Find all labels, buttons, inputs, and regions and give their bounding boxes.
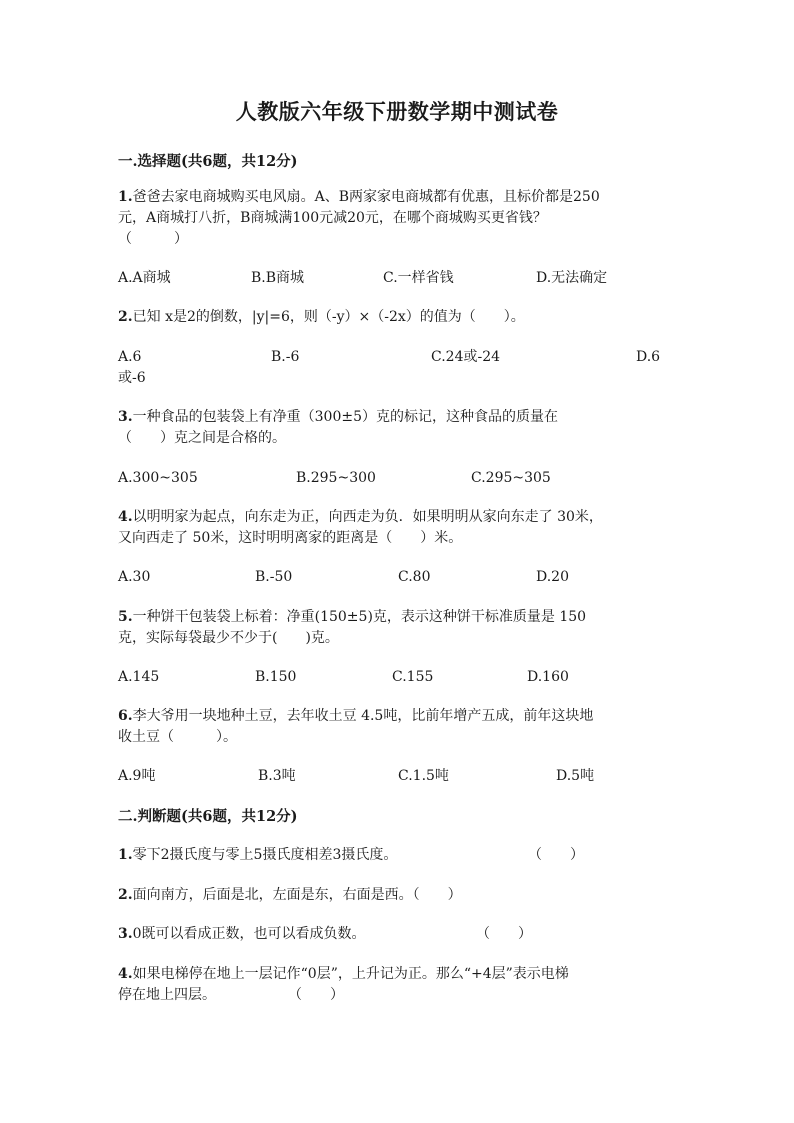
question-1-line-3: （ ）	[118, 231, 188, 247]
question-4-option-c: C.80	[398, 569, 431, 585]
question-1-option-a: A.A商城	[118, 270, 171, 286]
question-5-option-d: D.160	[527, 669, 569, 685]
question-3-line-2: （ ）克之间是合格的。	[118, 430, 286, 446]
question-5-option-c: C.155	[392, 669, 434, 685]
question-4-line-1: 4.以明明家为起点，向东走为正，向西走为负．如果明明从家向东走了 30米，	[118, 509, 603, 525]
section-heading-judgement: 二.判断题(共6题，共12分)	[118, 808, 298, 825]
question-2-option-a: A.6	[118, 349, 142, 365]
judgement-2: 2.面向南方，后面是北，左面是东，右面是西。（ ）	[118, 887, 462, 903]
question-1-line-1: 1.爸爸去家电商城购买电风扇。A、B两家家电商城都有优惠，且标价都是250	[118, 189, 600, 205]
judgement-4-line-2: 停在地上四层。	[118, 987, 216, 1003]
question-6-option-c: C.1.5吨	[398, 768, 449, 784]
question-5-line-1: 5.一种饼干包装袋上标着：净重(150±5)克，表示这种饼干标准质量是 150	[118, 609, 587, 625]
judgement-3: 3.0既可以看成正数，也可以看成负数。	[118, 926, 366, 942]
question-2-option-b: B.-6	[271, 349, 300, 365]
judgement-4-line-1: 4.如果电梯停在地上一层记作“0层”，上升记为正。那么“+4层”表示电梯	[118, 966, 569, 982]
question-5-line-2: 克，实际每袋最少不少于( )克。	[118, 630, 339, 646]
page-title: 人教版六年级下册数学期中测试卷	[235, 99, 559, 124]
question-3-line-1: 3.一种食品的包装袋上有净重（300±5）克的标记，这种食品的质量在	[118, 409, 558, 425]
judgement-3-answer-paren: （ ）	[476, 926, 532, 942]
judgement-1-answer-paren: （ ）	[528, 847, 584, 863]
question-6-line-1: 6.李大爷用一块地种土豆，去年收土豆 4.5吨，比前年增产五成，前年这块地	[118, 708, 594, 724]
question-5-option-b: B.150	[255, 669, 297, 685]
question-4-option-d: D.20	[536, 569, 569, 585]
question-1-option-b: B.B商城	[251, 270, 305, 286]
question-3-option-b: B.295~300	[296, 470, 376, 486]
judgement-1: 1.零下2摄氏度与零上5摄氏度相差3摄氏度。	[118, 847, 398, 863]
question-6-line-2: 收土豆（ ）。	[118, 729, 237, 745]
question-2-option-d-wrap: 或-6	[118, 370, 146, 386]
question-6-option-b: B.3吨	[258, 768, 296, 784]
question-5-option-a: A.145	[118, 669, 160, 685]
question-6-option-d: D.5吨	[556, 768, 595, 784]
question-2-line-1: 2.已知 x是2的倒数，|y|=6，则（-y）×（-2x）的值为（ ）。	[118, 309, 525, 325]
question-2-option-d: D.6	[636, 349, 661, 365]
question-6-option-a: A.9吨	[118, 768, 156, 784]
section-heading-choice: 一.选择题(共6题，共12分)	[118, 153, 298, 170]
question-3-option-c: C.295~305	[471, 470, 551, 486]
question-1-option-c: C.一样省钱	[383, 270, 454, 286]
judgement-4-answer-paren: （ ）	[288, 987, 344, 1003]
question-3-option-a: A.300~305	[118, 470, 198, 486]
question-4-option-b: B.-50	[255, 569, 293, 585]
question-1-option-d: D.无法确定	[536, 270, 608, 286]
question-1-line-2: 元，A商城打八折，B商城满100元减20元，在哪个商城购买更省钱？	[118, 210, 547, 226]
question-4-line-2: 又向西走了 50米，这时明明离家的距离是（ ）米。	[118, 530, 463, 546]
question-4-option-a: A.30	[118, 569, 151, 585]
question-2-option-c: C.24或-24	[431, 349, 501, 365]
